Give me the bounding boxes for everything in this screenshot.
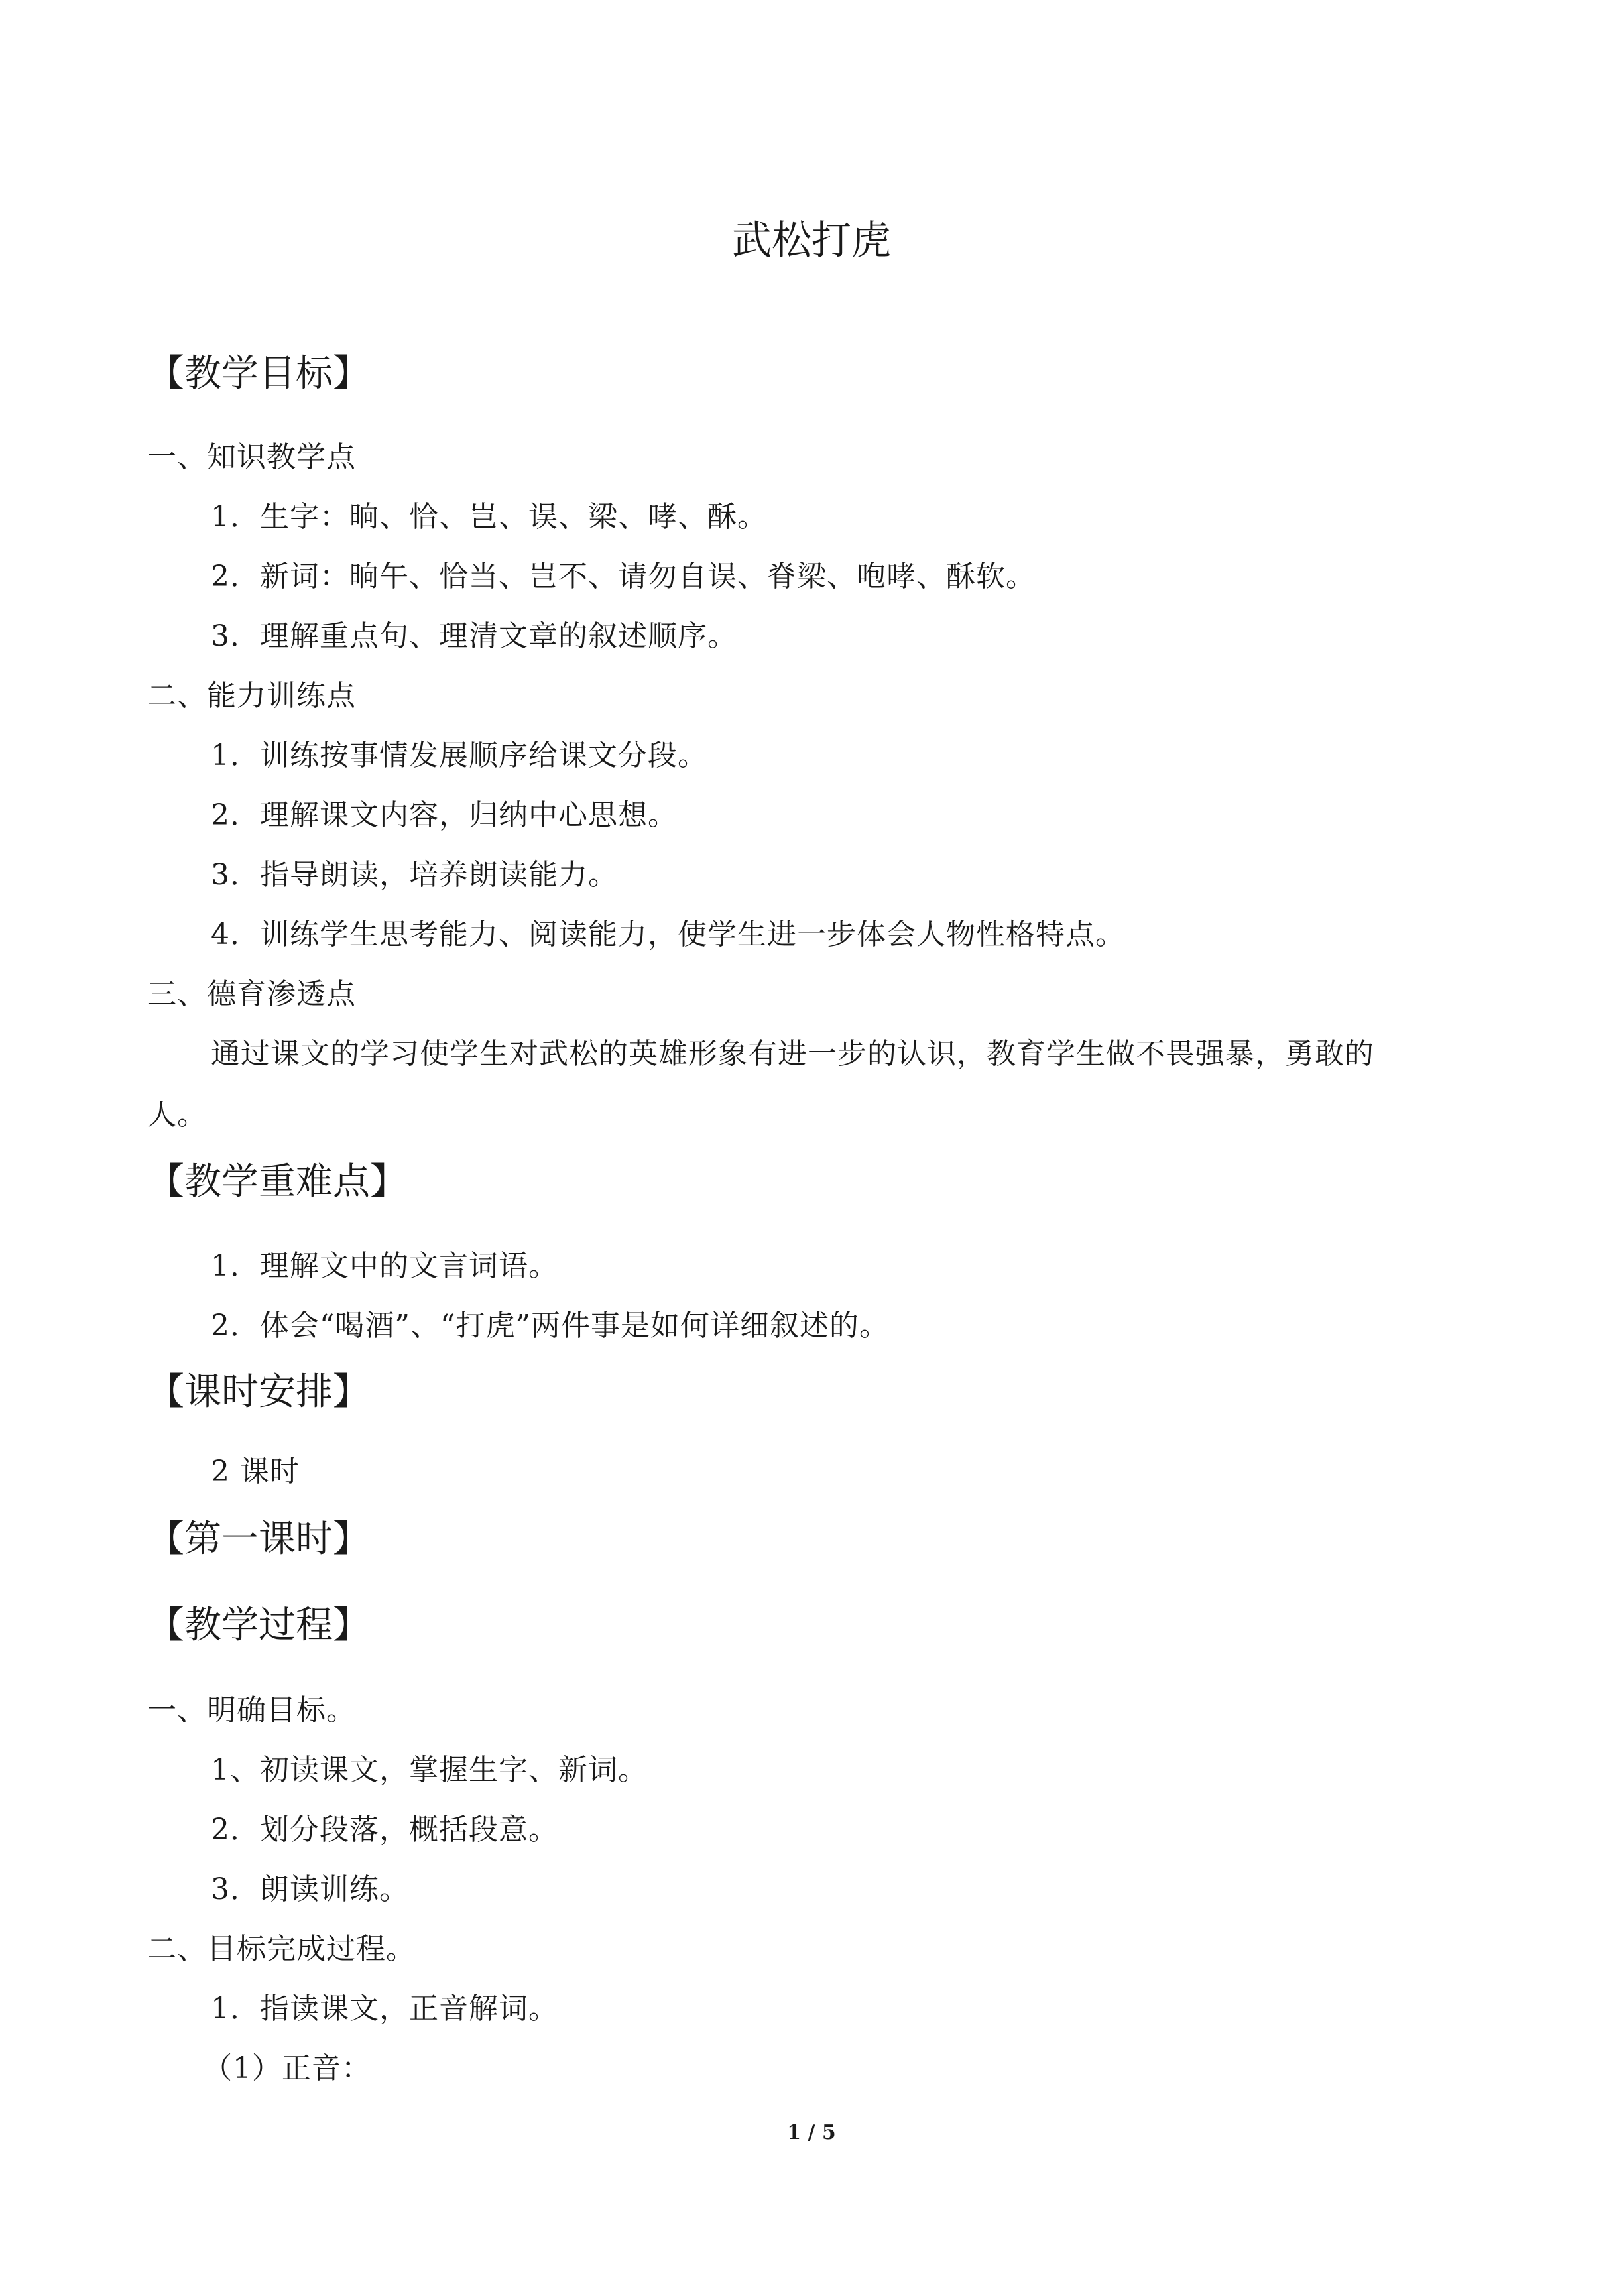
ability-points-title: 二、能力训练点 (147, 679, 356, 713)
list-item: 2．新词：晌午、恰当、岂不、请勿自误、脊梁、咆哮、酥软。 (211, 560, 1036, 593)
list-item: 1．生字：晌、恰、岂、误、梁、哮、酥。 (211, 500, 767, 534)
difficulties-heading: 【教学重难点】 (147, 1160, 407, 1203)
list-item: 2．体会“喝酒”、“打虎”两件事是如何详细叙述的。 (211, 1309, 889, 1343)
list-item: 1．指读课文，正音解词。 (211, 1992, 558, 2025)
list-item: 3．理解重点句、理清文章的叙述顺序。 (211, 619, 737, 653)
moral-points-title: 三、德育渗透点 (147, 977, 356, 1011)
schedule-value: 2 课时 (211, 1455, 300, 1488)
objectives-heading: 【教学目标】 (147, 352, 370, 395)
list-item: 1、初读课文，掌握生字、新词。 (211, 1753, 648, 1787)
page-title: 武松打虎 (732, 217, 891, 264)
list-item: 2．理解课文内容，归纳中心思想。 (211, 798, 678, 832)
list-item: 3．朗读训练。 (211, 1872, 409, 1906)
moral-paragraph-line1: 通过课文的学习使学生对武松的英雄形象有进一步的认识，教育学生做不畏强暴，勇敢的 (211, 1037, 1374, 1071)
process-heading: 【教学过程】 (147, 1604, 370, 1647)
list-item: 3．指导朗读，培养朗读能力。 (211, 858, 618, 892)
page-number: 1 / 5 (787, 2121, 836, 2144)
schedule-heading: 【课时安排】 (147, 1370, 370, 1414)
list-item: 1．理解文中的文言词语。 (211, 1249, 558, 1283)
process-step1-title: 一、明确目标。 (147, 1693, 356, 1727)
first-period-heading: 【第一课时】 (147, 1518, 370, 1561)
list-item: （1）正音： (203, 2051, 371, 2085)
list-item: 4．训练学生思考能力、阅读能力，使学生进一步体会人物性格特点。 (211, 918, 1125, 951)
knowledge-points-title: 一、知识教学点 (147, 440, 356, 474)
moral-paragraph-line2: 人。 (147, 1098, 207, 1132)
process-step2-title: 二、目标完成过程。 (147, 1932, 416, 1966)
list-item: 1．训练按事情发展顺序给课文分段。 (211, 739, 707, 772)
list-item: 2．划分段落，概括段意。 (211, 1813, 558, 1846)
